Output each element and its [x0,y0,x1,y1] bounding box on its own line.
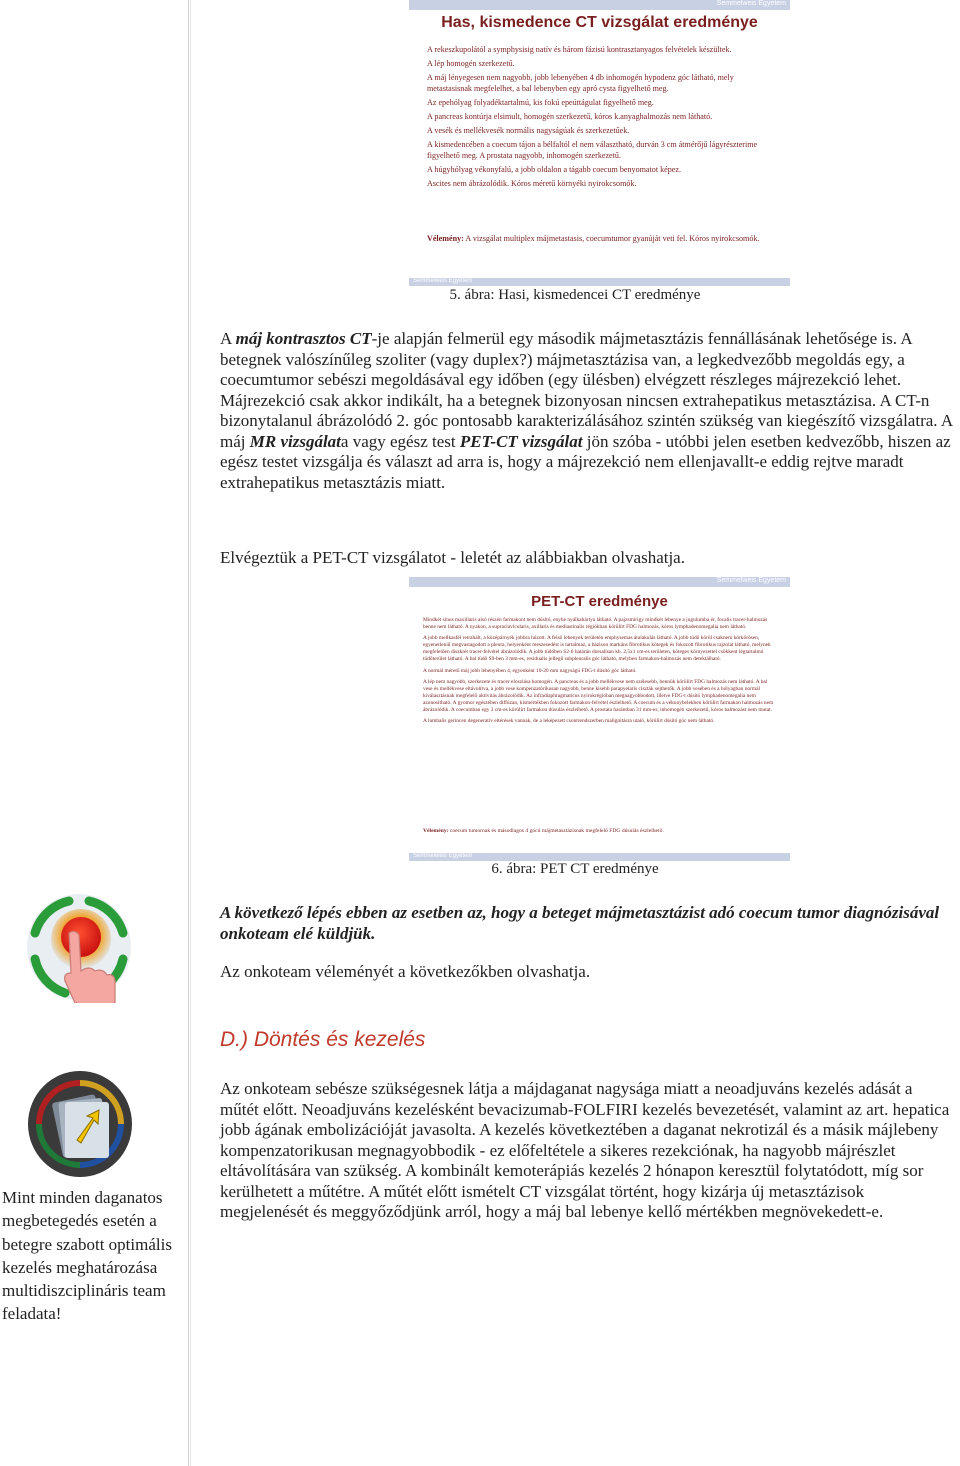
figure-title: Has, kismedence CT vizsgálat eredménye [441,14,758,31]
emphasis-term: PET-CT vizsgálat [459,431,583,451]
report-line: A jobb mellkasfél retrahált, a középárnyék jobbra húzott. A felső lebenyek területén emphysemas átalakulás látható. A jobb tüdő körül csaknem körkörösen, egyenetlenül megvastagodott a pleura, helyenként meszesedést is tartalmaz, a bázison markáns fibrotikus kötegek és fokozott fibrotikus rajzolat látható, melynek megfelelően diszkrét tracer-felvétel ábrázolódik. A jobb tüdőben S2-6 határán dorsalisan kb. 2,5x1 cm-es területen, köteges környezettel csökkent légtartalmú tüdőterület látható. A bal tüdő S9-ben 3 mm-es, residualis jellegű subpleuralis góc látható, melyben farmakon-halmozás nem detektálható. [423,635,771,663]
body-paragraph [220,329,955,493]
emphasis-term: máj kontrasztos CT [235,329,372,348]
text-run: A [220,329,236,348]
text-run: -je alapján felmerül egy második májmetasztázis fennállásának lehetősége is. A betegnek valószínűleg szoliter (vagy duplex?) májmetasztázisa van, a legkedvezőbb megoldás egy, a coecumtumor sebészi megoldásával egy időben (egy ülésben) elvégzett részleges májrezekció lehet. Májrezekció csak akkor indikált, ha a betegnek bizonyosan nincsen extrahepatikus metasztázisa. A CT-n bizonytalanul ábrázolódó 2. góc pontosabb karakterizálásához szintén szükség van kiegészítő vizsgálatra. A máj [220,329,953,451]
next-step-statement: A következő lépés ebben az esetben az, hogy a beteget májmetasztázist adó coecum tumor diagnózisával onkoteam elé küldjük. [220,903,940,943]
body-paragraph: Az onkoteam véleményét a következőkben olvashatja. [220,962,591,981]
report-line: Az epehólyag folyadéktartalmú, kis fokú epeúttágulat figyelhető meg. [427,98,654,107]
report-line: A máj lényegesen nem nagyobb, jobb lebenyében 4 db inhomogén hypodenz góc látható, mely metastasisnak megfelelhet, a bal lebenyben egy apró cysta figyelhető meg. [427,73,734,93]
figure-footer-bar [409,278,790,286]
text-run: jön szóba - utóbbi jelen esetben kedvezőbb, hiszen az egész testet vizsgálja és választ ad arra is, hogy a májrezekció nem ellenjavallt-e eddig rejtve maradt extrahepatikus metasztázis miatt. [220,431,951,492]
report-line: A kismedencében a coecum tájon a bélfaltól el nem választható, durván 3 cm átmérőjű lágyrészterime figyelhető meg. A prostata nagyobb, inhomogén szerkezetű. [427,140,758,160]
margin-rule-inner [190,0,191,1466]
report-line: Ascites nem ábrázolódik. Kóros méretű környéki nyirokcsomók. [427,179,637,188]
figure-caption: 6. ábra: PET CT eredménye [491,861,659,877]
emphasis-term: MR vizsgálat [249,431,341,451]
report-line: A pancreas kontúrja elsimult, homogén szerkezetű, kóros k.anyaghalmozás nem látható. [427,112,713,121]
watermark: Semmelweis Egyetem [716,577,786,584]
verdict-label: Vélemény: [423,828,449,834]
figure-body [423,617,778,729]
figure-header-bar [409,0,790,10]
treatment-paragraph: Az onkoteam sebésze szükségesnek látja a májdaganat nagysága miatt a neoadjuváns kezelés adását a műtét előtt. Neoadjuváns kezelésként bevacizumab-FOLFIRI kezelés bevezetését, valamint az art. hepatica jobb ágának embolizációját javasolta. A kezelés következtében a daganat nekrotizál és a másik májlebeny kompenzatorikusan megnagyobbodik - ez előfeltétele a sikeres rezekciónak, ha nagyobb májrészlet eltávolítására van szükség. A kombinált kemoterápiás kezelés 2 hónapon keresztül folytatódott, míg sor kerülhetett a műtétre. A műtét előtt ismételt CT vizsgálat történt, hogy kizárja új metasztázisok megjelenését és meggyőződjünk arról, hogy a máj bal lebenye kellő mértékben megnövekedett-e. [220,1079,950,1221]
figure-verdict [423,828,778,834]
documents-arrow-icon [27,1070,134,1179]
report-line: A lép nem nagyobb, szerkezete és tracer eloszlása homogén. A pancreas és a jobb mellékvese nem szélesebb, bennük körülírt FDG halmozás nem látható. A bal vese és mellékvese eltávolítva, a jobb vese kompenzatórikusan nagyobb, benne kisebb parapyelaris ciszták sejthetők. A jobb vesében és a hólyagban normál kiválasztásnak megfelelő aktivitás ábrázolódik. Az infradiaphragmaticus nyirokrégióban megnagyobbodott, illetve FDG-t dúsító lymphadenomegalia nem azonosítható. A gyomor egészében diffúzan, kismértékben fokozott farmakon-felvétel észlelhető. A coecum és a vékonybelekben körülírt farmakon halmozás nem ábrázolódik. A coecumban egy 3 cm-es körülírt farmakon dúsulás észlelhető. A prostata harántban 31 mm-es, inhomogén szerkezetű, kóros halmozást nem mutat. [423,678,774,714]
report-line: A vesék és mellékvesék normális nagyságúak és szerkezetűek. [427,126,630,135]
report-line: A húgyhólyag vékonyfalú, a jobb oldalon a tágabb coecum benyomatot képez. [427,165,681,174]
figure-caption: 5. ábra: Hasi, kismedencei CT eredménye [449,287,701,303]
body-paragraph: Elvégeztük a PET-CT vizsgálatot - leletét az alábbiakban olvashatja. [220,548,685,567]
figure-verdict [427,233,777,244]
figure-pet-ct-report [409,577,790,861]
report-line: A lumbalis gerincen degeneratív eltérések vannak, de a leképezett csontrendszerben malignitásra utaló, körülírt dúsító góc nem látható. [423,718,715,725]
report-line: Mindkét sinus maxillaris alsó részén farmakont nem dúsító, enyhe nyálkahártya látható. A pajzsmirigy mindkét lebenye a jugulumba ér, focalis tracer-halmozás benne nem látható. A nyakon, a supraclavicularis, axillaris és mediastinalis régiókban körülírt FDG halmozás, kóros lymphadenomegalia nem látható. [423,617,768,631]
figure-footer-bar [409,853,790,861]
figure-header-bar [409,577,790,587]
figure-body [427,44,777,192]
figure-ct-report [409,0,790,287]
footer-watermark: Semmelweis Egyetem [413,278,473,284]
hand-press-icon [25,893,133,1003]
section-heading: D.) Döntés és kezelés [220,1028,426,1051]
side-note: Mint minden daganatos megbetegedés esetén a betegre szabott optimális kezelés meghatározása multidiszciplináris team feladata! [2,1188,172,1324]
watermark: Semmelweis Egyetem [716,0,786,7]
verdict-text: coecum tumornak és másodlagos 4 gócú májmetasztázisnak megfelelő FDG dúsulás észlelhető. [448,828,664,834]
report-line: A lép homogén szerkezetű. [427,59,515,68]
verdict-label: Vélemény: [427,234,464,243]
report-line: A normál méretű máj jobb lebenyében 4, egyenként 10-20 mm nagyságú FDG-t dúsító góc látható. [423,667,637,674]
figure-title: PET-CT eredménye [531,593,668,610]
report-line: A rekeszkupolától a symphysisig natív és három fázisú kontrasztanyagos felvételek készültek. [427,45,732,54]
margin-rule [188,0,189,1466]
verdict-text: A vizsgálat multiplex májmetastasis, coecumtumor gyanúját veti fel. Kóros nyirokcsomók. [463,234,760,243]
footer-watermark: Semmelweis Egyetem [413,853,473,859]
text-run: a vagy egész test [340,431,460,451]
